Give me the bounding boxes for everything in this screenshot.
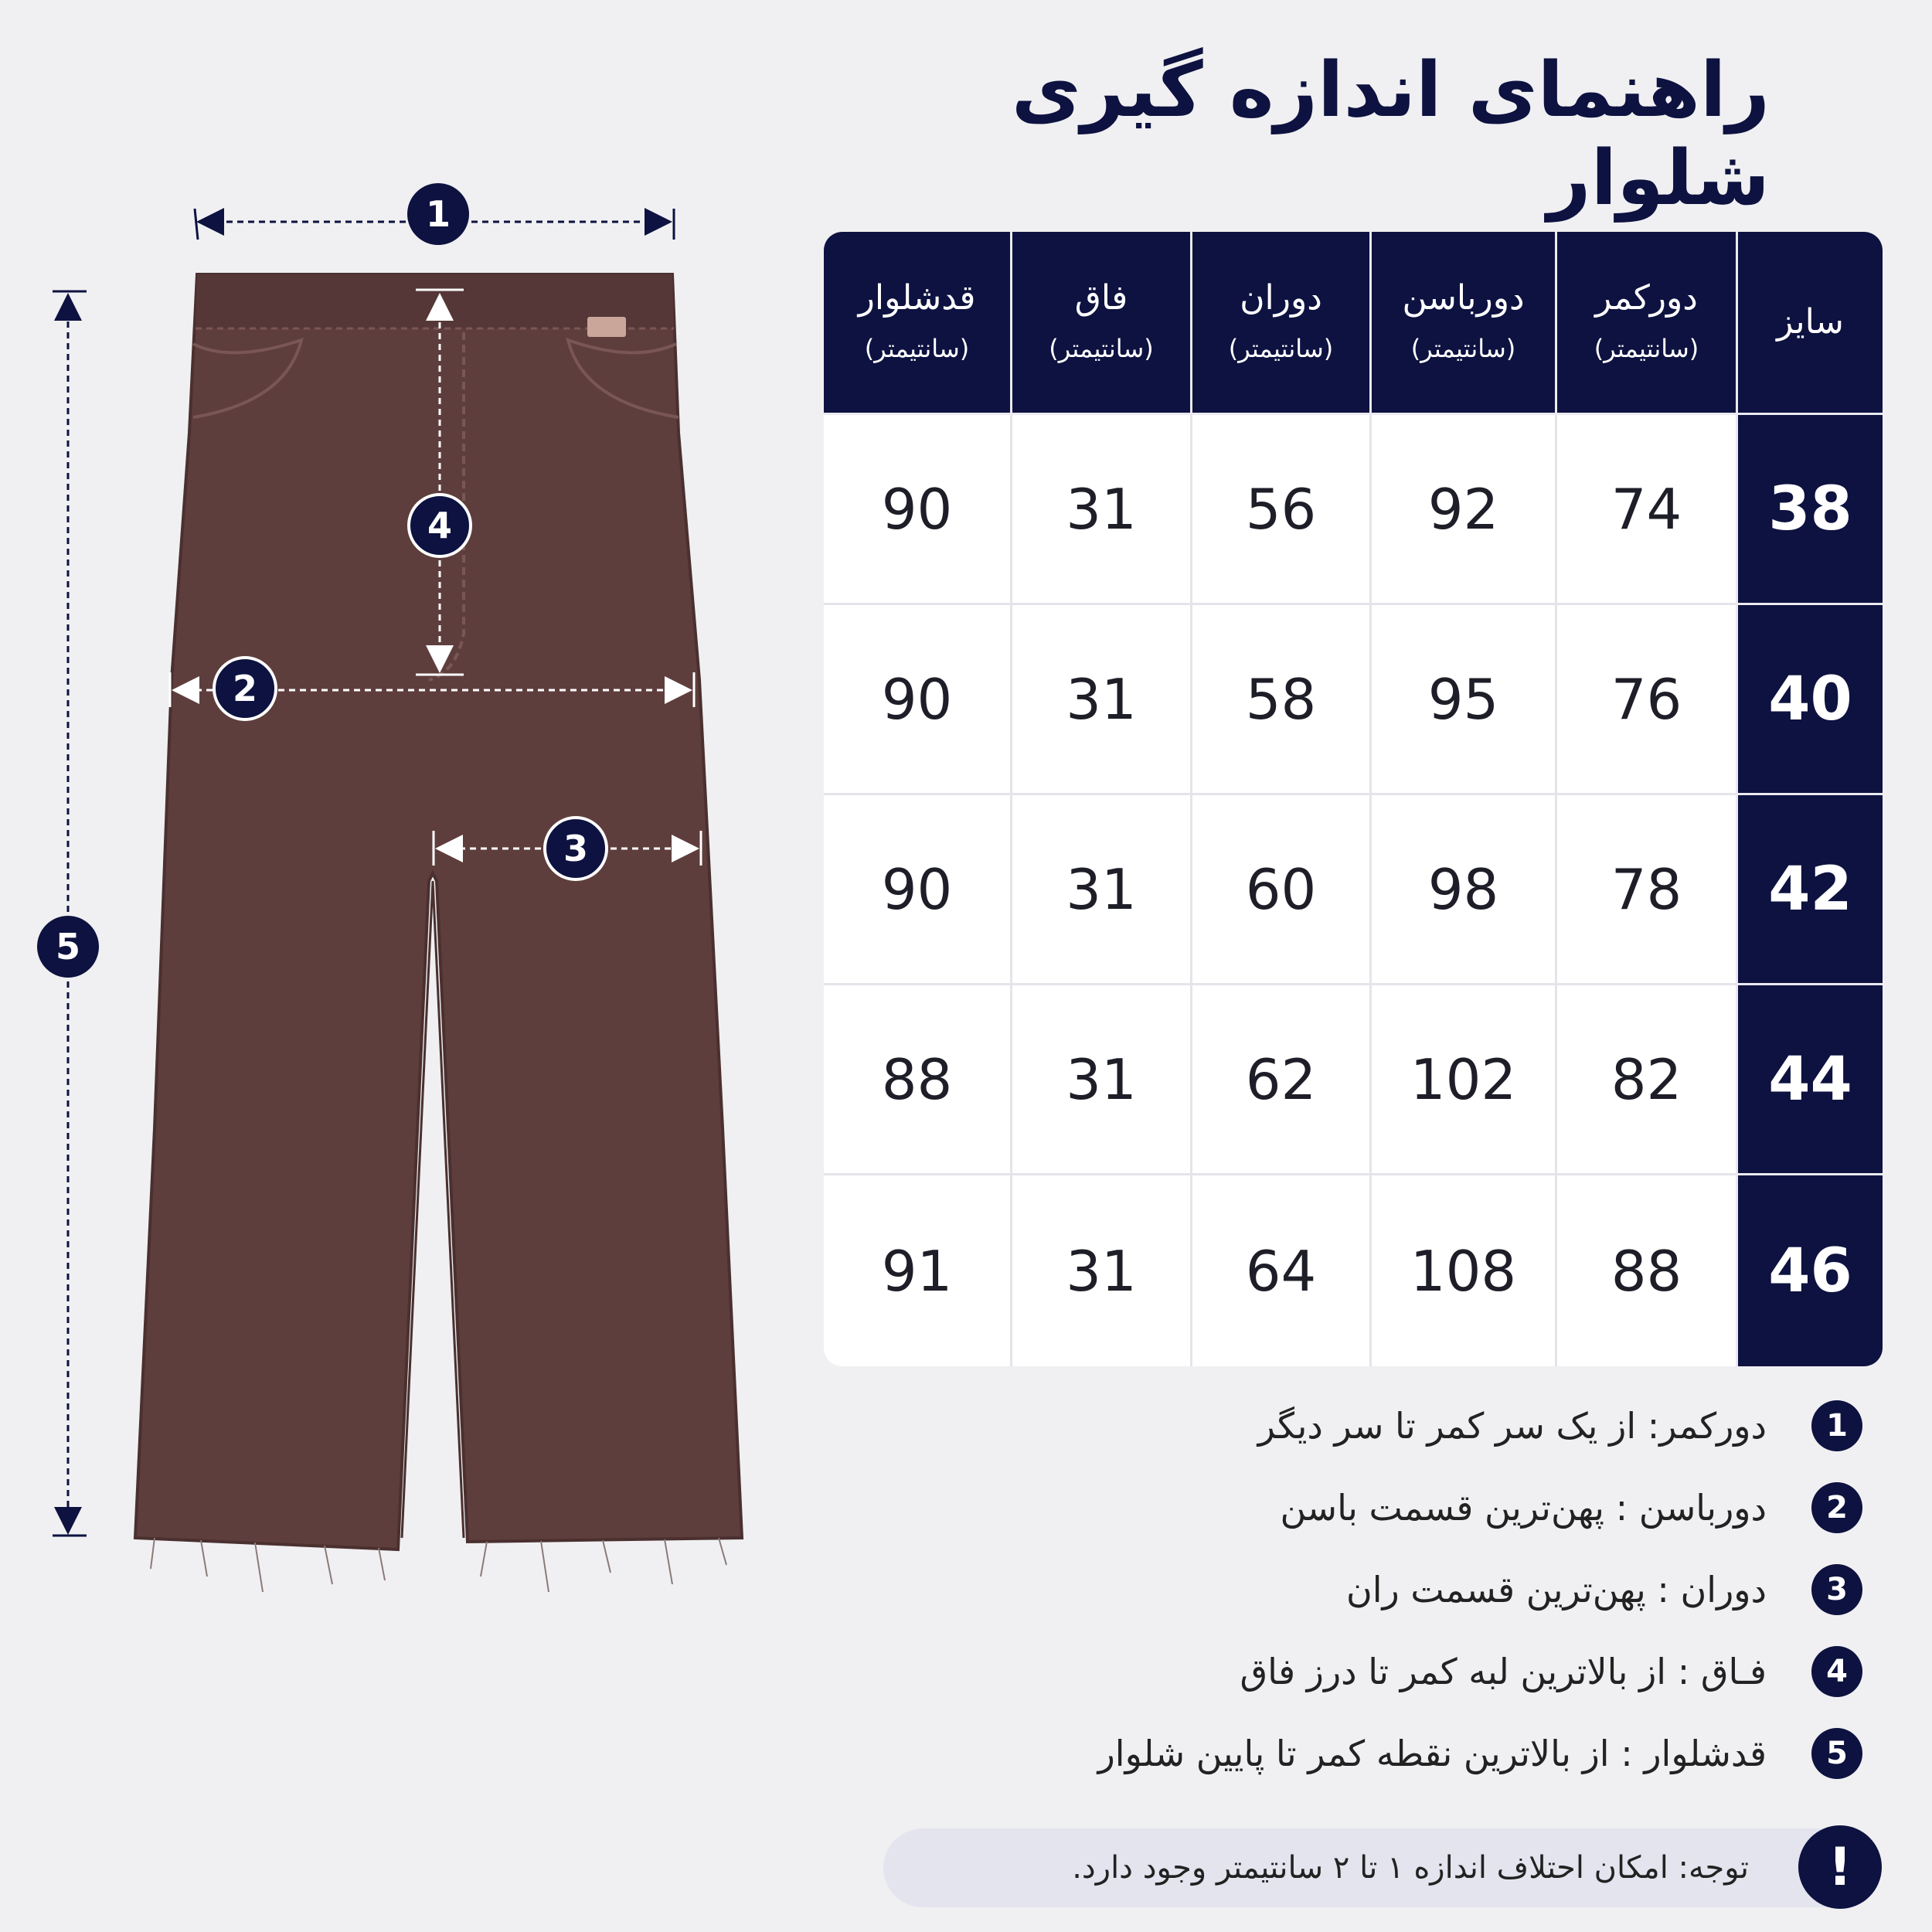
marker-1 <box>407 183 469 245</box>
legend-text: دورکمر: از یک سر کمر تا سر دیگر <box>1257 1405 1767 1447</box>
marker-4-label: 4 <box>427 505 453 546</box>
table-cell: 108 <box>1369 1175 1555 1366</box>
marker-2-label: 2 <box>232 668 258 709</box>
table-cell: 82 <box>1555 985 1736 1175</box>
legend-text: فـاق : از بالاترین لبه کمر تا درز فاق <box>1240 1651 1767 1692</box>
table-cell: 102 <box>1369 985 1555 1175</box>
legend-item <box>958 1726 1862 1781</box>
note-text: توجه: امکان احتلاف اندازه ۱ تا ۲ سانتیمتر وجود دارد. <box>1072 1850 1749 1886</box>
table-cell: 74 <box>1555 415 1736 605</box>
exclamation-icon: ! <box>1798 1825 1882 1909</box>
size-cell: 44 <box>1736 985 1883 1175</box>
header-length <box>824 232 1010 415</box>
header-label: سایز <box>1777 302 1844 342</box>
table-cell: 92 <box>1369 415 1555 605</box>
marker-1-label: 1 <box>425 193 451 235</box>
header-label: دورباسن <box>1402 278 1525 318</box>
table-cell: 64 <box>1190 1175 1369 1366</box>
header-rise <box>1010 232 1190 415</box>
marker-2 <box>214 658 276 719</box>
header-unit: (سانتیمتر) <box>1049 334 1154 363</box>
legend-item <box>958 1563 1862 1617</box>
marker-3-label: 3 <box>563 828 589 869</box>
legend-badge: 4 <box>1811 1646 1862 1697</box>
table-cell: 90 <box>824 415 1010 605</box>
table-cell: 88 <box>1555 1175 1736 1366</box>
header-label: دورکمر <box>1595 278 1698 318</box>
size-cell: 42 <box>1736 795 1883 985</box>
table-cell: 58 <box>1190 605 1369 795</box>
table-cell: 76 <box>1555 605 1736 795</box>
header-unit: (سانتیمتر) <box>1410 334 1516 363</box>
header-unit: (سانتیمتر) <box>864 334 970 363</box>
header-label: فاق <box>1074 278 1128 318</box>
table-cell: 31 <box>1010 795 1190 985</box>
marker-5-label: 5 <box>55 926 81 968</box>
table-cell: 62 <box>1190 985 1369 1175</box>
table-cell: 90 <box>824 605 1010 795</box>
table-cell: 88 <box>824 985 1010 1175</box>
table-cell: 91 <box>881 1238 953 1304</box>
legend-text: قدشلوار : از بالاترین نقطه کمر تا پایین شلوار <box>1097 1733 1767 1774</box>
table-cell: 60 <box>1190 795 1369 985</box>
table-cell: 31 <box>1010 985 1190 1175</box>
legend-badge: 2 <box>1811 1482 1862 1533</box>
header-size <box>1736 232 1883 415</box>
size-cell: 38 <box>1736 415 1883 605</box>
page-title: راهنمای اندازه گیری شلوار <box>1011 46 1770 223</box>
legend-text: دورباسن : پهن‌ترین قسمت باسن <box>1280 1487 1767 1529</box>
legend-text: دوران : پهن‌ترین قسمت ران <box>1345 1569 1767 1611</box>
header-unit: (سانتیمتر) <box>1594 334 1699 363</box>
size-table <box>824 232 1883 1366</box>
header-unit: (سانتیمتر) <box>1228 334 1334 363</box>
header-label: دوران <box>1240 278 1322 318</box>
header-thigh <box>1190 232 1369 415</box>
size-cell: 40 <box>1736 605 1883 795</box>
size-cell: 46 <box>1736 1175 1883 1366</box>
table-cell: 98 <box>1369 795 1555 985</box>
header-waist <box>1555 232 1736 415</box>
table-cell: 78 <box>1555 795 1736 985</box>
table-cell: 90 <box>824 795 1010 985</box>
legend-item <box>958 1645 1862 1699</box>
table-cell: 31 <box>1010 1175 1190 1366</box>
table-cell: 31 <box>1010 605 1190 795</box>
marker-5 <box>37 916 99 978</box>
tolerance-note <box>883 1828 1880 1907</box>
table-cell: 31 <box>1010 415 1190 605</box>
marker-4 <box>409 495 471 556</box>
pants-diagram <box>0 0 819 1623</box>
legend-badge: 1 <box>1811 1400 1862 1451</box>
marker-3 <box>545 818 607 879</box>
table-cell: 56 <box>1190 415 1369 605</box>
table-cell: 95 <box>1369 605 1555 795</box>
header-hip <box>1369 232 1555 415</box>
legend-item <box>958 1481 1862 1535</box>
legend-badge: 3 <box>1811 1564 1862 1615</box>
header-label: قدشلوار <box>858 278 976 318</box>
legend-item <box>958 1399 1862 1453</box>
legend-badge: 5 <box>1811 1728 1862 1779</box>
